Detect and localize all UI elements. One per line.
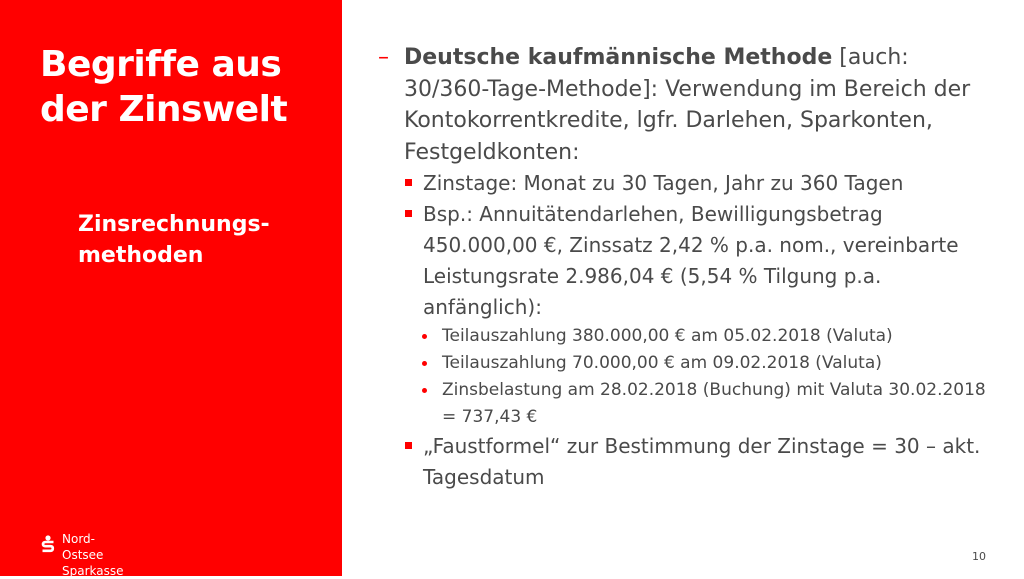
- square-bullet-icon: [405, 210, 412, 217]
- main-bullet-bold: Deutsche kaufmännische Methode: [404, 45, 833, 70]
- main-bullet-text: [auch: 30/360-Tage-Methode]: Verwendung im Bereich der Kontokorrentkredite, lgfr. Darlehen, Sparkonten, Festgeldkonten:: [404, 45, 971, 165]
- page-number: 10: [972, 550, 986, 563]
- sub-sub-bullet-text: Teilauszahlung 70.000,00 € am 09.02.2018 (Valuta): [442, 353, 882, 373]
- sub-bullet: [378, 431, 998, 493]
- sub-bullet: [378, 199, 998, 323]
- sub-sub-bullet: [378, 323, 998, 350]
- dot-bullet-icon: [422, 388, 427, 393]
- sub-sub-bullet: [378, 350, 998, 377]
- bank-name: Nord-Ostsee Sparkasse: [62, 532, 124, 578]
- dash-bullet-icon: –: [378, 45, 389, 70]
- dot-bullet-icon: [422, 334, 427, 339]
- dot-bullet-icon: [422, 361, 427, 366]
- sub-sub-bullet-text: Zinsbelastung am 28.02.2018 (Buchung) mit Valuta 30.02.2018 = 737,43 €: [442, 380, 986, 427]
- content-area: [378, 42, 998, 493]
- square-bullet-icon: [405, 442, 412, 449]
- sub-bullet: [378, 168, 998, 199]
- section-subtitle: Zinsrechnungs- methoden: [78, 212, 270, 268]
- sub-sub-bullet: [378, 377, 998, 431]
- square-bullet-icon: [405, 179, 412, 186]
- sidebar-panel: [0, 0, 342, 576]
- slide-title: Begriffe aus der Zinswelt: [40, 44, 288, 130]
- sub-bullet-text: Bsp.: Annuitätendarlehen, Bewilligungsbetrag 450.000,00 €, Zinssatz 2,42 % p.a. nom., vereinbarte Leistungsrate 2.986,04 € (5,54 % Tilgung p.a. anfänglich):: [423, 202, 959, 319]
- sub-bullet-text: Zinstage: Monat zu 30 Tagen, Jahr zu 360 Tagen: [423, 171, 904, 195]
- sparkasse-s-icon: [40, 535, 56, 553]
- sub-bullet-text: „Faustformel“ zur Bestimmung der Zinstage = 30 – akt. Tagesdatum: [423, 434, 981, 489]
- main-bullet: [378, 42, 998, 168]
- sub-sub-bullet-text: Teilauszahlung 380.000,00 € am 05.02.2018 (Valuta): [442, 326, 893, 346]
